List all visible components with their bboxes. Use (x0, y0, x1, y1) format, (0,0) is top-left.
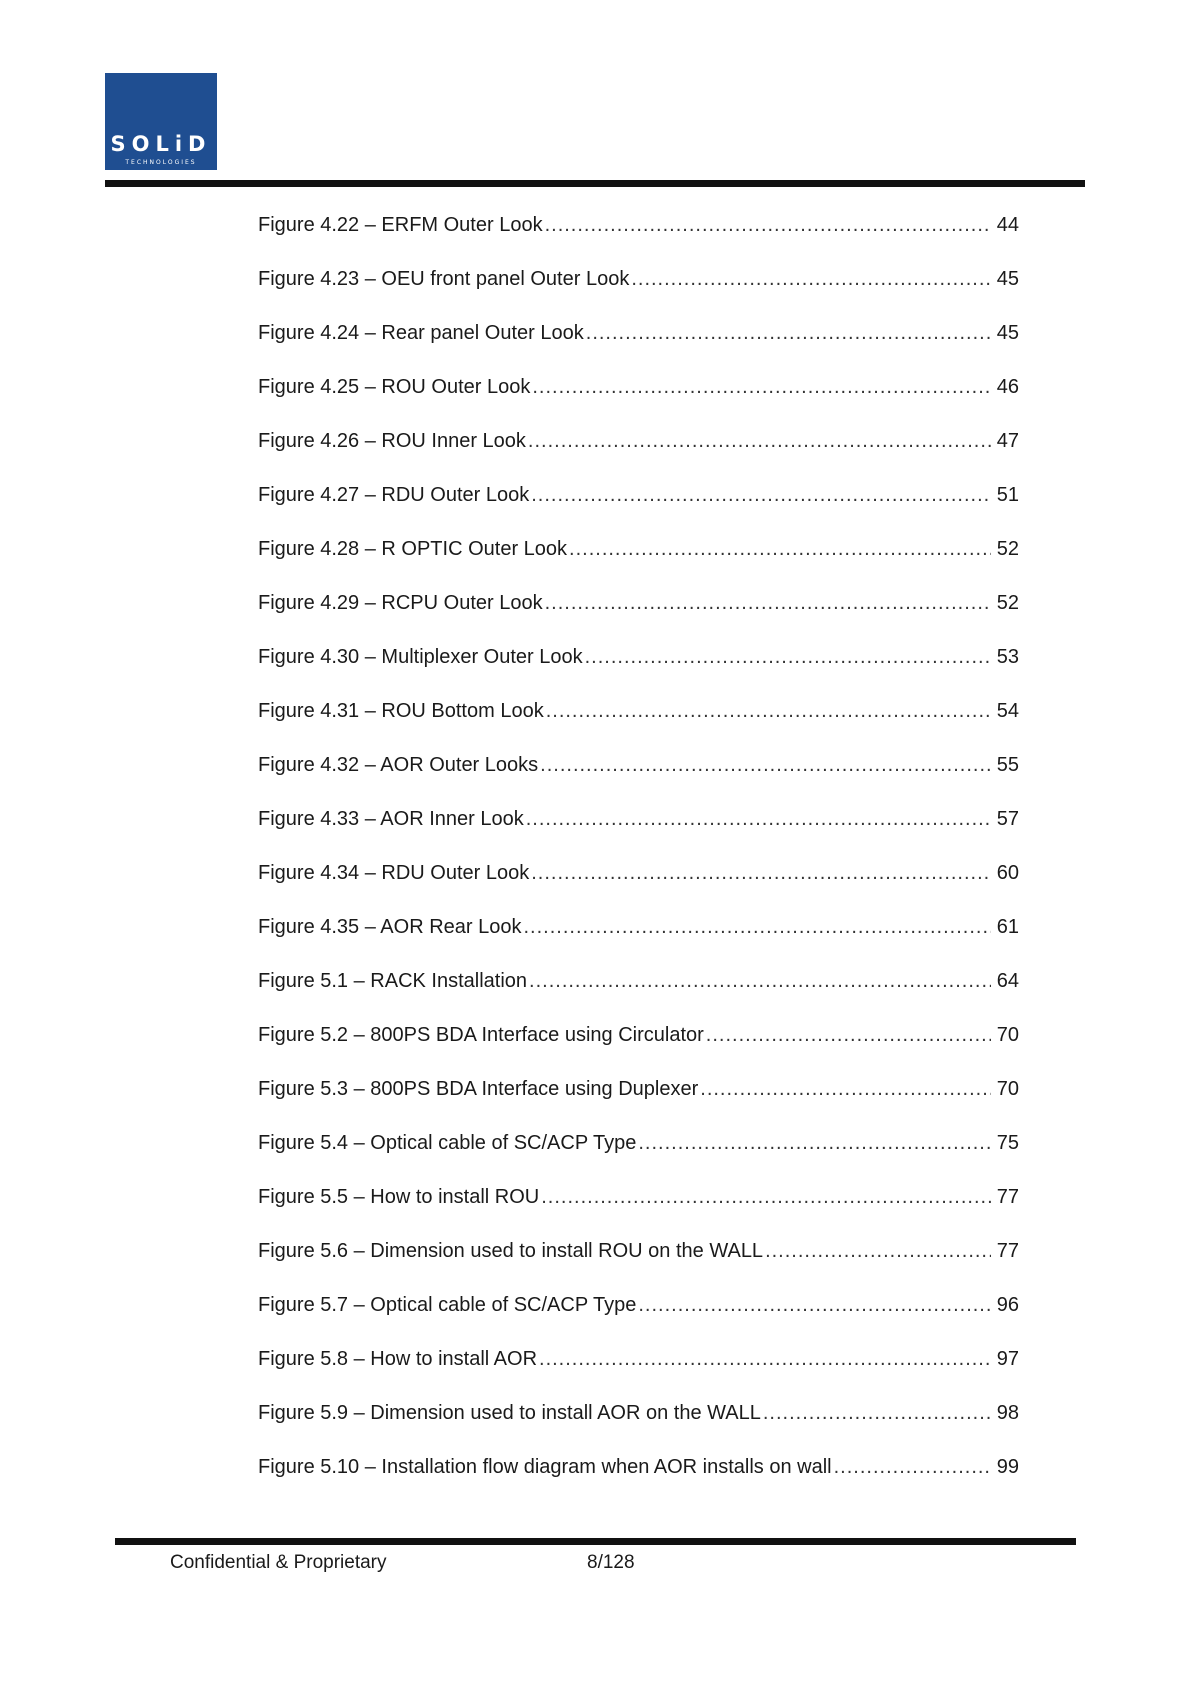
toc-dot-leader (700, 1076, 991, 1102)
footer-page-number: 8/128 (587, 1552, 635, 1573)
toc-dot-leader (546, 698, 991, 724)
company-logo (105, 73, 217, 170)
toc-dot-leader (541, 1184, 991, 1210)
toc-entry-title: Figure 4.27 – RDU Outer Look (258, 484, 530, 506)
toc-entry[interactable] (258, 1022, 1019, 1076)
toc-dot-leader (532, 374, 991, 400)
toc-entry-title: Figure 5.4 – Optical cable of SC/ACP Type (258, 1132, 637, 1154)
toc-dot-leader (545, 590, 991, 616)
toc-entry[interactable] (258, 860, 1019, 914)
logo-wordmark: SOLiD (110, 132, 212, 156)
toc-entry[interactable] (258, 1238, 1019, 1292)
toc-entry-title: Figure 5.5 – How to install ROU (258, 1186, 540, 1208)
toc-entry[interactable] (258, 536, 1019, 590)
toc-dot-leader (539, 1346, 991, 1372)
toc-entry-page: 99 (996, 1456, 1019, 1478)
toc-entry[interactable] (258, 1346, 1019, 1400)
toc-entry-title: Figure 4.29 – RCPU Outer Look (258, 592, 543, 614)
toc-entry-title: Figure 4.34 – RDU Outer Look (258, 862, 530, 884)
toc-entry-page: 44 (996, 214, 1019, 236)
toc-entry[interactable] (258, 1076, 1019, 1130)
toc-entry[interactable] (258, 1292, 1019, 1346)
toc-entry-title: Figure 4.24 – Rear panel Outer Look (258, 322, 584, 344)
toc-dot-leader (631, 266, 991, 292)
toc-entry[interactable] (258, 914, 1019, 968)
toc-entry[interactable] (258, 1130, 1019, 1184)
toc-dot-leader (523, 914, 991, 940)
toc-entry-page: 47 (996, 430, 1019, 452)
footer-confidential: Confidential & Proprietary (170, 1552, 387, 1573)
toc-entry[interactable] (258, 1184, 1019, 1238)
toc-dot-leader (765, 1238, 991, 1264)
toc-entry-page: 64 (996, 970, 1019, 992)
toc-dot-leader (763, 1400, 991, 1426)
toc-entry-title: Figure 4.25 – ROU Outer Look (258, 376, 531, 398)
toc-entry-page: 61 (996, 916, 1019, 938)
toc-entry-title: Figure 4.28 – R OPTIC Outer Look (258, 538, 568, 560)
toc-entry[interactable] (258, 266, 1019, 320)
toc-dot-leader (529, 968, 991, 994)
toc-entry-page: 52 (996, 592, 1019, 614)
toc-entry-page: 97 (996, 1348, 1019, 1370)
toc-entry-title: Figure 4.26 – ROU Inner Look (258, 430, 526, 452)
toc-dot-leader (834, 1454, 991, 1480)
toc-entry-page: 54 (996, 700, 1019, 722)
toc-dot-leader (586, 320, 991, 346)
toc-entry[interactable] (258, 320, 1019, 374)
toc-entry-page: 96 (996, 1294, 1019, 1316)
toc-entry[interactable] (258, 806, 1019, 860)
toc-entry-title: Figure 5.1 – RACK Installation (258, 970, 528, 992)
toc-entry-title: Figure 5.10 – Installation flow diagram when AOR installs on wall (258, 1456, 832, 1478)
toc-entry[interactable] (258, 1400, 1019, 1454)
toc-dot-leader (569, 536, 991, 562)
toc-dot-leader (531, 482, 991, 508)
toc-dot-leader (531, 860, 991, 886)
toc-dot-leader (526, 806, 991, 832)
toc-entry-title: Figure 4.35 – AOR Rear Look (258, 916, 522, 938)
toc-entry-title: Figure 4.33 – AOR Inner Look (258, 808, 524, 830)
toc-dot-leader (706, 1022, 991, 1048)
toc-entry-title: Figure 5.9 – Dimension used to install AOR on the WALL (258, 1402, 761, 1424)
toc-entry-page: 75 (996, 1132, 1019, 1154)
toc-entry[interactable] (258, 212, 1019, 266)
toc-entry[interactable] (258, 428, 1019, 482)
toc-dot-leader (540, 752, 991, 778)
toc-dot-leader (638, 1130, 991, 1156)
toc-entry-page: 60 (996, 862, 1019, 884)
logo-tagline: TECHNOLOGIES (125, 159, 197, 166)
toc-entry-title: Figure 5.3 – 800PS BDA Interface using Duplexer (258, 1078, 699, 1100)
toc-entry-page: 45 (996, 322, 1019, 344)
footer-rule (115, 1538, 1076, 1545)
header-rule (105, 180, 1085, 187)
toc-entry-page: 52 (996, 538, 1019, 560)
toc-entry-page: 77 (996, 1186, 1019, 1208)
toc-entry[interactable] (258, 644, 1019, 698)
toc-entry-page: 45 (996, 268, 1019, 290)
toc-entry[interactable] (258, 698, 1019, 752)
toc-entry-page: 77 (996, 1240, 1019, 1262)
toc-dot-leader (638, 1292, 991, 1318)
toc-entry-page: 98 (996, 1402, 1019, 1424)
toc-entry-title: Figure 5.7 – Optical cable of SC/ACP Type (258, 1294, 637, 1316)
toc-entry[interactable] (258, 590, 1019, 644)
toc-entry[interactable] (258, 752, 1019, 806)
toc-entry-title: Figure 4.31 – ROU Bottom Look (258, 700, 544, 722)
toc-dot-leader (545, 212, 991, 238)
toc-entry[interactable] (258, 482, 1019, 536)
toc-entry-page: 70 (996, 1024, 1019, 1046)
toc-entry-title: Figure 4.23 – OEU front panel Outer Look (258, 268, 630, 290)
toc-entry[interactable] (258, 374, 1019, 428)
toc-entry-title: Figure 4.22 – ERFM Outer Look (258, 214, 543, 236)
toc-entry[interactable] (258, 1454, 1019, 1508)
toc-entry-page: 51 (996, 484, 1019, 506)
toc-entry-page: 70 (996, 1078, 1019, 1100)
toc-entry-page: 57 (996, 808, 1019, 830)
toc-entry-page: 53 (996, 646, 1019, 668)
toc-dot-leader (585, 644, 991, 670)
toc-entry-page: 55 (996, 754, 1019, 776)
toc-entry-title: Figure 4.30 – Multiplexer Outer Look (258, 646, 583, 668)
toc-dot-leader (528, 428, 991, 454)
toc-entry-title: Figure 5.2 – 800PS BDA Interface using Circulator (258, 1024, 704, 1046)
toc-entry[interactable] (258, 968, 1019, 1022)
toc-entry-title: Figure 5.6 – Dimension used to install ROU on the WALL (258, 1240, 764, 1262)
list-of-figures (258, 212, 1019, 1508)
toc-entry-title: Figure 4.32 – AOR Outer Looks (258, 754, 539, 776)
toc-entry-title: Figure 5.8 – How to install AOR (258, 1348, 538, 1370)
toc-entry-page: 46 (996, 376, 1019, 398)
